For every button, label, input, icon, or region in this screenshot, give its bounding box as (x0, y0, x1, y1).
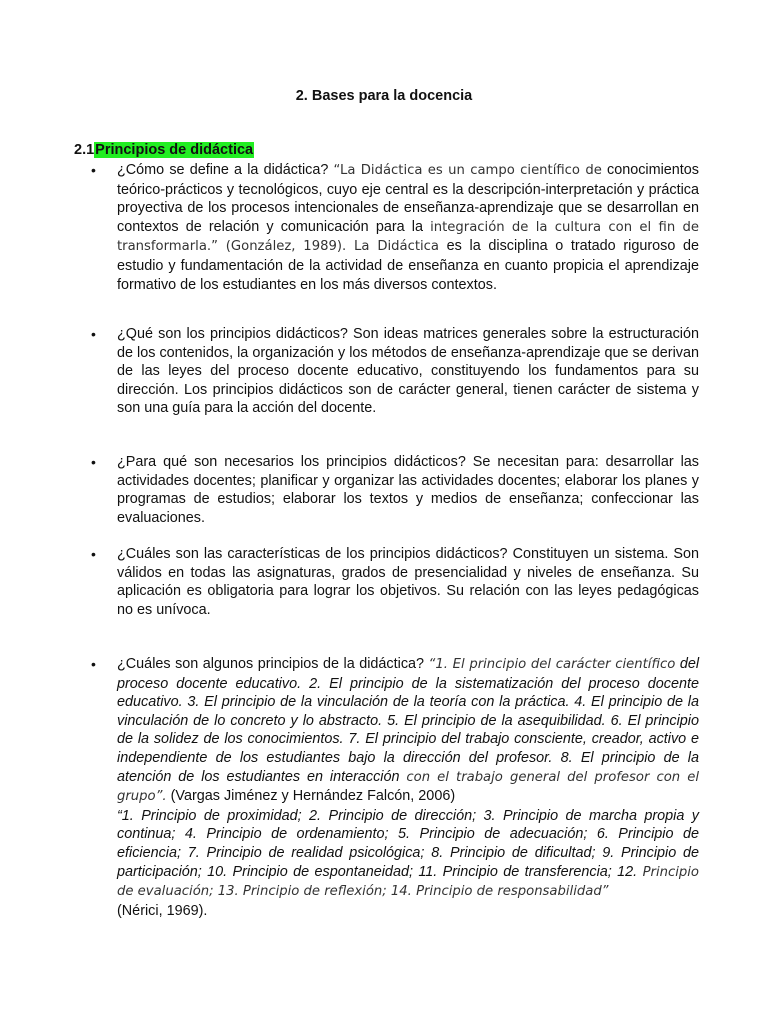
bullet-icon: • (91, 656, 96, 672)
bullet-icon: • (91, 162, 96, 178)
list-item-text (117, 161, 699, 294)
quote-body: del proceso docente educativo. 2. El principio de la sistematización del proceso docente educativo. 3. El principio de la vinculación de la teoría con la práctica. 4. El principio de la vinculación de lo concreto y lo abstracto. 5. El principio de la asequibilidad. 6. El principio de la solidez de los conocimientos. 7. El principio del trabajo consciente, creador, activo e independiente de los estudiantes bajo la dirección del profesor. 8. El principio de la atención de los estudiantes en interacción (117, 656, 700, 785)
quote-end: integración de la cultura con el fin de transformarla.” (González, 1989). La Didáctica (117, 219, 699, 255)
list-item-text: ¿Para qué son necesarios los principios didácticos? Se necesitan para: desarrollar las actividades docentes; planificar y organizar las actividades docentes; elaborar los planes y programas de estudios; elaborar los textos y medios de enseñanza; confeccionar las evaluaciones. (117, 454, 699, 526)
bullet-icon: • (91, 454, 96, 470)
section-number: 2.1 (74, 142, 95, 158)
list-item (91, 545, 699, 619)
bullet-icon: • (91, 326, 96, 342)
item-rest: es la disciplina o tratado riguroso de estudio y fundamentación de la actividad de enseñanza en cuanto propicia el aprendizaje formativo de los estudiantes en los más diversos contextos. (117, 238, 699, 293)
question: ¿Cómo se define a la didáctica? (117, 162, 329, 178)
quote-end: con el trabajo general del profesor con el grupo”. (117, 769, 700, 805)
second-quote (117, 807, 699, 902)
bullet-icon: • (91, 546, 96, 562)
quote-body: “1. Principio de proximidad; 2. Principio de dirección; 3. Principio de marcha propia y continua; 4. Principio de ordenamiento; 5. Principio de adecuación; 6. Principio de eficiencia; 7. Principio de realidad psicológica; 8. Principio de dificultad; 9. Principio de participación; 10. Principio de espontaneidad; 11. Principio de transferencia; 12. (117, 807, 699, 880)
list-item-text: ¿Cuáles son las características de los principios didácticos? Constituyen un sistema. Son válidos en todas las asignaturas, grados de presencialidad y niveles de enseñanza. Su aplicación es obligatoria para lograr los objetivos. Su relación con las leyes pedagógicas no es unívoca. (117, 546, 699, 618)
list-item (91, 453, 699, 527)
citation: (Vargas Jiménez y Hernández Falcón, 2006) (170, 788, 456, 805)
list-item (91, 655, 699, 920)
quote-open: “1. El principio del carácter científico (428, 657, 676, 672)
citation: (Nérici, 1969). (117, 902, 208, 919)
question: ¿Cuáles son algunos principios de la didáctica? (117, 656, 425, 672)
list-item (91, 325, 699, 418)
document-title: 2. Bases para la docencia (295, 88, 473, 104)
list-item (91, 161, 699, 294)
quote-end: Principio de evaluación; 13. Principio de reflexión; 14. Principio de responsabilidad” (117, 864, 699, 900)
section-heading-highlighted: Principios de didáctica (95, 142, 254, 158)
section-heading (74, 140, 254, 160)
list-item-text (117, 655, 699, 920)
quote-open: “La Didáctica es un campo científico de (333, 163, 602, 178)
list-item-text: ¿Qué son los principios didácticos? Son ideas matrices generales sobre la estructuración de los contenidos, la organización y los métodos de enseñanza-aprendizaje que se derivan de las leyes del proceso docente educativo, constituyendo los fundamentos para su dirección. Los principios didácticos son de carácter general, tienen carácter de sistema y son una guía para la acción del docente. (117, 326, 699, 417)
quote-body: conocimientos teórico-prácticos y tecnológicos, cuyo eje central es la descripción-interpretación y práctica proyectiva de los procesos intencionales de enseñanza-aprendizaje que se desarrollan en contextos de relación y comunicación para la (117, 162, 700, 235)
